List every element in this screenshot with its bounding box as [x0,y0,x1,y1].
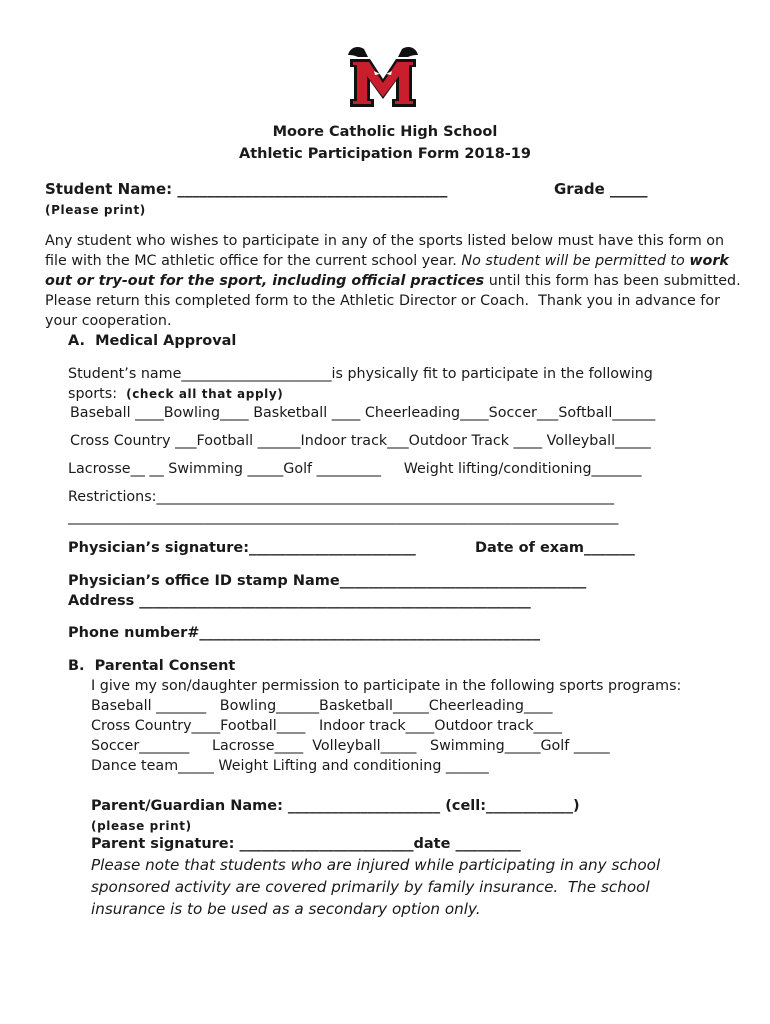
date-of-exam-field[interactable]: Date of exam_______ [475,540,635,556]
school-logo [344,45,422,109]
grade-field[interactable]: Grade _____ [554,180,648,198]
section-b-heading: B. Parental Consent [68,658,236,674]
insurance-note-line-2: sponsored activity are covered primarily by family insurance. The school [91,878,650,896]
students-name-field[interactable]: Student’s name_____________________is physically fit to participate in the following [68,366,653,382]
sports-label [68,386,283,402]
intro-text: until this form has been submitted. [484,273,741,289]
phone-field[interactable]: Phone number#_______________________________________________ [68,625,541,641]
restrictions-field[interactable]: Restrictions:________________________________________________________________ [68,489,615,505]
parent-signature-field[interactable]: Parent signature: ________________________date _________ [91,836,521,852]
check-all-note: (check all that apply) [126,387,284,401]
intro-line-4: Please return this completed form to the Athletic Director or Coach. Thank you in advance for [45,293,720,309]
sports-row-2[interactable]: Cross Country ___Football ______Indoor track___Outdoor Track ____ Volleyball_____ [70,433,651,449]
intro-line-2 [45,253,729,269]
please-print-note-2: (please print) [91,819,192,833]
restrictions-field-line-2[interactable]: _____________________________________________________________________________ [68,509,619,525]
address-field[interactable]: Address ______________________________________________________ [68,593,531,609]
permission-statement: I give my son/daughter permission to participate in the following sports programs: [91,678,682,694]
intro-emphasis: work [689,253,729,269]
programs-row-2[interactable]: Cross Country____Football____ Indoor track____Outdoor track____ [91,718,563,734]
programs-row-3[interactable]: Soccer_______ Lacrosse____ Volleyball_____ Swimming_____Golf _____ [91,738,610,754]
sports-prefix: sports: [68,386,127,402]
office-stamp-field[interactable]: Physician’s office ID stamp Name__________________________________ [68,573,587,589]
programs-row-1[interactable]: Baseball _______ Bowling______Basketball_____Cheerleading____ [91,698,553,714]
intro-emphasis: out or try-out for the sport, including official practices [45,273,485,289]
school-name: Moore Catholic High School [272,124,498,140]
programs-row-4[interactable]: Dance team_____ Weight Lifting and conditioning ______ [91,758,489,774]
student-name-field[interactable]: Student Name: ____________________________________ [45,180,448,198]
insurance-note-line-1: Please note that students who are injured while participating in any school [91,856,661,874]
sports-row-1[interactable]: Baseball ____Bowling____ Basketball ____ Cheerleading____Soccer___Softball______ [70,405,656,421]
insurance-note-line-3: insurance is to be used as a secondary option only. [91,900,481,918]
sports-row-3[interactable]: Lacrosse__ __ Swimming _____Golf _________ Weight lifting/conditioning_______ [68,461,642,477]
intro-line-5: your cooperation. [45,313,172,329]
intro-warning: No student will be permitted to [461,253,690,269]
please-print-note: (Please print) [45,203,146,217]
physician-signature-field[interactable]: Physician’s signature:_______________________ [68,540,416,556]
intro-line-1: Any student who wishes to participate in any of the sports listed below must have this form on [45,233,725,249]
intro-text: file with the MC athletic office for the current school year. [45,253,462,269]
form-title: Athletic Participation Form 2018-19 [238,146,531,162]
section-a-heading: A. Medical Approval [68,333,237,349]
intro-line-3 [45,273,741,289]
guardian-name-field[interactable]: Parent/Guardian Name: _____________________ (cell:____________) [91,798,580,814]
